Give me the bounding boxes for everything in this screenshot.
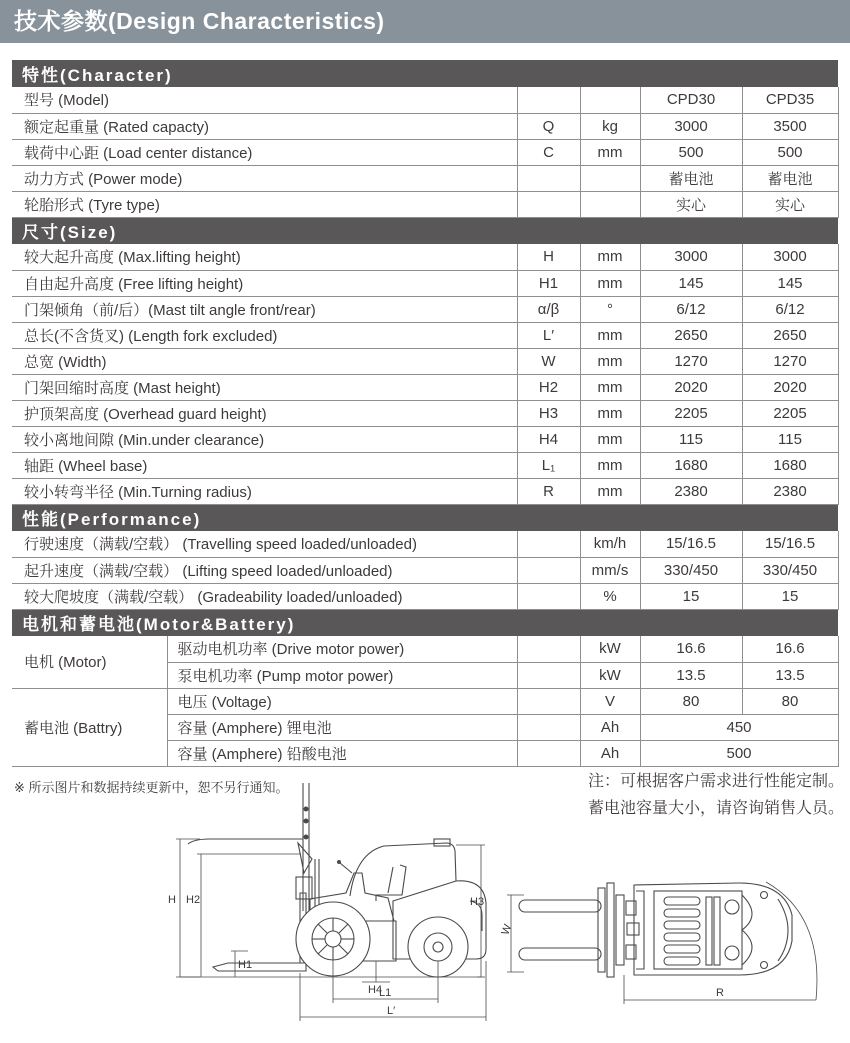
row-label: 门架倾角（前/后）(Mast tilt angle front/rear) — [12, 296, 517, 322]
dim-label-lprime: L′ — [387, 1004, 396, 1017]
symbol-cell — [517, 688, 580, 714]
symbol-cell — [517, 557, 580, 583]
unit-cell: kg — [580, 113, 640, 139]
symbol-cell — [517, 636, 580, 662]
value-cpd30: 2380 — [640, 478, 742, 504]
dim-label-w: W — [499, 922, 515, 937]
row-label: 起升速度（满载/空载） (Lifting speed loaded/unloaded) — [12, 557, 517, 583]
unit-cell: ° — [580, 296, 640, 322]
group-label: 蓄电池 (Battry) — [12, 688, 167, 766]
bottom-area — [0, 767, 850, 1043]
symbol-cell — [517, 87, 580, 113]
symbol-cell — [517, 583, 580, 609]
unit-cell: mm — [580, 374, 640, 400]
value-cpd30: 3000 — [640, 244, 742, 270]
unit-cell: mm — [580, 244, 640, 270]
spec-table-body — [12, 60, 838, 766]
forklift-top-view-diagram — [494, 855, 849, 1042]
symbol-cell: L′ — [517, 322, 580, 348]
symbol-cell — [517, 740, 580, 766]
section-header-row — [12, 609, 838, 636]
row-label: 较小转弯半径 (Min.Turning radius) — [12, 478, 517, 504]
table-row — [12, 165, 838, 191]
symbol-cell: C — [517, 139, 580, 165]
row-label: 门架回缩时高度 (Mast height) — [12, 374, 517, 400]
table-row — [12, 400, 838, 426]
row-label: 较大爬坡度（满载/空载） (Gradeability loaded/unloaded) — [12, 583, 517, 609]
value-cpd35: 3500 — [742, 113, 838, 139]
table-row — [12, 348, 838, 374]
row-label: 额定起重量 (Rated capacty) — [12, 113, 517, 139]
value-cpd30: 蓄电池 — [640, 165, 742, 191]
value-cpd35: CPD35 — [742, 87, 838, 113]
row-label: 动力方式 (Power mode) — [12, 165, 517, 191]
unit-cell: % — [580, 583, 640, 609]
value-cpd30: 实心 — [640, 191, 742, 217]
value-merged: 500 — [640, 740, 838, 766]
section-header-row — [12, 60, 838, 87]
table-row — [12, 87, 838, 113]
value-cpd30: 1270 — [640, 348, 742, 374]
row-label: 行驶速度（满载/空载） (Travelling speed loaded/unloaded) — [12, 531, 517, 557]
value-cpd35: 2380 — [742, 478, 838, 504]
unit-cell: kW — [580, 636, 640, 662]
value-cpd30: CPD30 — [640, 87, 742, 113]
symbol-cell: W — [517, 348, 580, 374]
symbol-cell — [517, 531, 580, 557]
row-label: 较大起升高度 (Max.lifting height) — [12, 244, 517, 270]
table-row — [12, 374, 838, 400]
table-row — [12, 322, 838, 348]
unit-cell — [580, 87, 640, 113]
forklift-side-view-diagram — [138, 781, 498, 1041]
symbol-cell: H — [517, 244, 580, 270]
value-cpd30: 145 — [640, 270, 742, 296]
table-row — [12, 636, 838, 662]
value-cpd35: 500 — [742, 139, 838, 165]
footnote-left: ※ 所示图片和数据持续更新中，恕不另行通知。 — [14, 779, 289, 795]
value-cpd35: 330/450 — [742, 557, 838, 583]
table-row — [12, 113, 838, 139]
unit-cell: km/h — [580, 531, 640, 557]
symbol-cell — [517, 714, 580, 740]
unit-cell: mm — [580, 400, 640, 426]
value-cpd30: 80 — [640, 688, 742, 714]
table-row — [12, 244, 838, 270]
table-row — [12, 583, 838, 609]
unit-cell: mm — [580, 348, 640, 374]
symbol-cell: Q — [517, 113, 580, 139]
row-label: 护顶架高度 (Overhead guard height) — [12, 400, 517, 426]
unit-cell: Ah — [580, 714, 640, 740]
symbol-cell: H2 — [517, 374, 580, 400]
page-title: 技术参数(Design Characteristics) — [14, 8, 385, 34]
symbol-cell: α/β — [517, 296, 580, 322]
value-cpd35: 13.5 — [742, 662, 838, 688]
unit-cell: mm — [580, 478, 640, 504]
value-cpd35: 115 — [742, 426, 838, 452]
table-row — [12, 426, 838, 452]
table-row — [12, 296, 838, 322]
unit-cell — [580, 165, 640, 191]
section-header: 特性(Character) — [12, 60, 838, 87]
table-row — [12, 478, 838, 504]
unit-cell: mm — [580, 426, 640, 452]
spec-table — [12, 60, 839, 767]
value-cpd35: 6/12 — [742, 296, 838, 322]
footnote-right — [588, 768, 844, 822]
value-cpd30: 15 — [640, 583, 742, 609]
value-cpd35: 蓄电池 — [742, 165, 838, 191]
value-cpd35: 1680 — [742, 452, 838, 478]
dim-label-h3: H3 — [470, 895, 485, 908]
row-label: 自由起升高度 (Free lifting height) — [12, 270, 517, 296]
value-cpd35: 15 — [742, 583, 838, 609]
value-cpd35: 2020 — [742, 374, 838, 400]
value-cpd35: 1270 — [742, 348, 838, 374]
unit-cell: V — [580, 688, 640, 714]
value-cpd35: 15/16.5 — [742, 531, 838, 557]
table-row — [12, 688, 838, 714]
value-cpd30: 330/450 — [640, 557, 742, 583]
group-label: 电机 (Motor) — [12, 636, 167, 688]
unit-cell: Ah — [580, 740, 640, 766]
row-label: 总长(不含货叉) (Length fork excluded) — [12, 322, 517, 348]
row-label: 驱动电机功率 (Drive motor power) — [167, 636, 517, 662]
unit-cell — [580, 191, 640, 217]
unit-cell: kW — [580, 662, 640, 688]
unit-cell: mm — [580, 139, 640, 165]
row-label: 总宽 (Width) — [12, 348, 517, 374]
row-label: 容量 (Amphere) 铅酸电池 — [167, 740, 517, 766]
value-cpd30: 6/12 — [640, 296, 742, 322]
value-cpd30: 16.6 — [640, 636, 742, 662]
symbol-cell: L₁ — [517, 452, 580, 478]
unit-cell: mm/s — [580, 557, 640, 583]
table-row — [12, 139, 838, 165]
row-label: 型号 (Model) — [12, 87, 517, 113]
dim-label-l1: L1 — [379, 986, 392, 999]
symbol-cell: R — [517, 478, 580, 504]
value-cpd30: 15/16.5 — [640, 531, 742, 557]
row-label: 轴距 (Wheel base) — [12, 452, 517, 478]
symbol-cell: H1 — [517, 270, 580, 296]
row-label: 载荷中心距 (Load center distance) — [12, 139, 517, 165]
table-row — [12, 531, 838, 557]
value-cpd35: 实心 — [742, 191, 838, 217]
unit-cell: mm — [580, 322, 640, 348]
value-cpd35: 80 — [742, 688, 838, 714]
dim-label-r: R — [716, 986, 724, 999]
dim-label-h1: H1 — [238, 958, 253, 971]
symbol-cell — [517, 662, 580, 688]
value-cpd30: 2020 — [640, 374, 742, 400]
section-header-row — [12, 217, 838, 244]
section-header: 性能(Performance) — [12, 504, 838, 531]
row-label: 电压 (Voltage) — [167, 688, 517, 714]
value-cpd30: 2205 — [640, 400, 742, 426]
table-row — [12, 557, 838, 583]
value-cpd35: 2205 — [742, 400, 838, 426]
value-cpd35: 16.6 — [742, 636, 838, 662]
value-cpd35: 145 — [742, 270, 838, 296]
dim-label-h2: H2 — [186, 893, 201, 906]
value-cpd30: 115 — [640, 426, 742, 452]
row-label: 较小离地间隙 (Min.under clearance) — [12, 426, 517, 452]
section-header: 尺寸(Size) — [12, 217, 838, 244]
value-cpd35: 2650 — [742, 322, 838, 348]
symbol-cell: H3 — [517, 400, 580, 426]
symbol-cell — [517, 165, 580, 191]
table-row — [12, 191, 838, 217]
value-cpd30: 13.5 — [640, 662, 742, 688]
value-merged: 450 — [640, 714, 838, 740]
dim-label-h4: H4 — [368, 983, 383, 996]
value-cpd30: 500 — [640, 139, 742, 165]
table-row — [12, 270, 838, 296]
table-row — [12, 452, 838, 478]
page-title-bar — [0, 0, 850, 43]
value-cpd30: 3000 — [640, 113, 742, 139]
value-cpd30: 2650 — [640, 322, 742, 348]
row-label: 泵电机功率 (Pump motor power) — [167, 662, 517, 688]
section-header-row — [12, 504, 838, 531]
value-cpd35: 3000 — [742, 244, 838, 270]
row-label: 轮胎形式 (Tyre type) — [12, 191, 517, 217]
row-label: 容量 (Amphere) 锂电池 — [167, 714, 517, 740]
symbol-cell: H4 — [517, 426, 580, 452]
footnote-right-line1: 注：可根据客户需求进行性能定制。 — [587, 772, 844, 790]
unit-cell: mm — [580, 452, 640, 478]
unit-cell: mm — [580, 270, 640, 296]
symbol-cell — [517, 191, 580, 217]
section-header: 电机和蓄电池(Motor&Battery) — [12, 609, 838, 636]
footnote-right-line2: 蓄电池容量大小，请咨询销售人员。 — [587, 799, 844, 817]
value-cpd30: 1680 — [640, 452, 742, 478]
dim-label-h: H — [168, 893, 176, 906]
